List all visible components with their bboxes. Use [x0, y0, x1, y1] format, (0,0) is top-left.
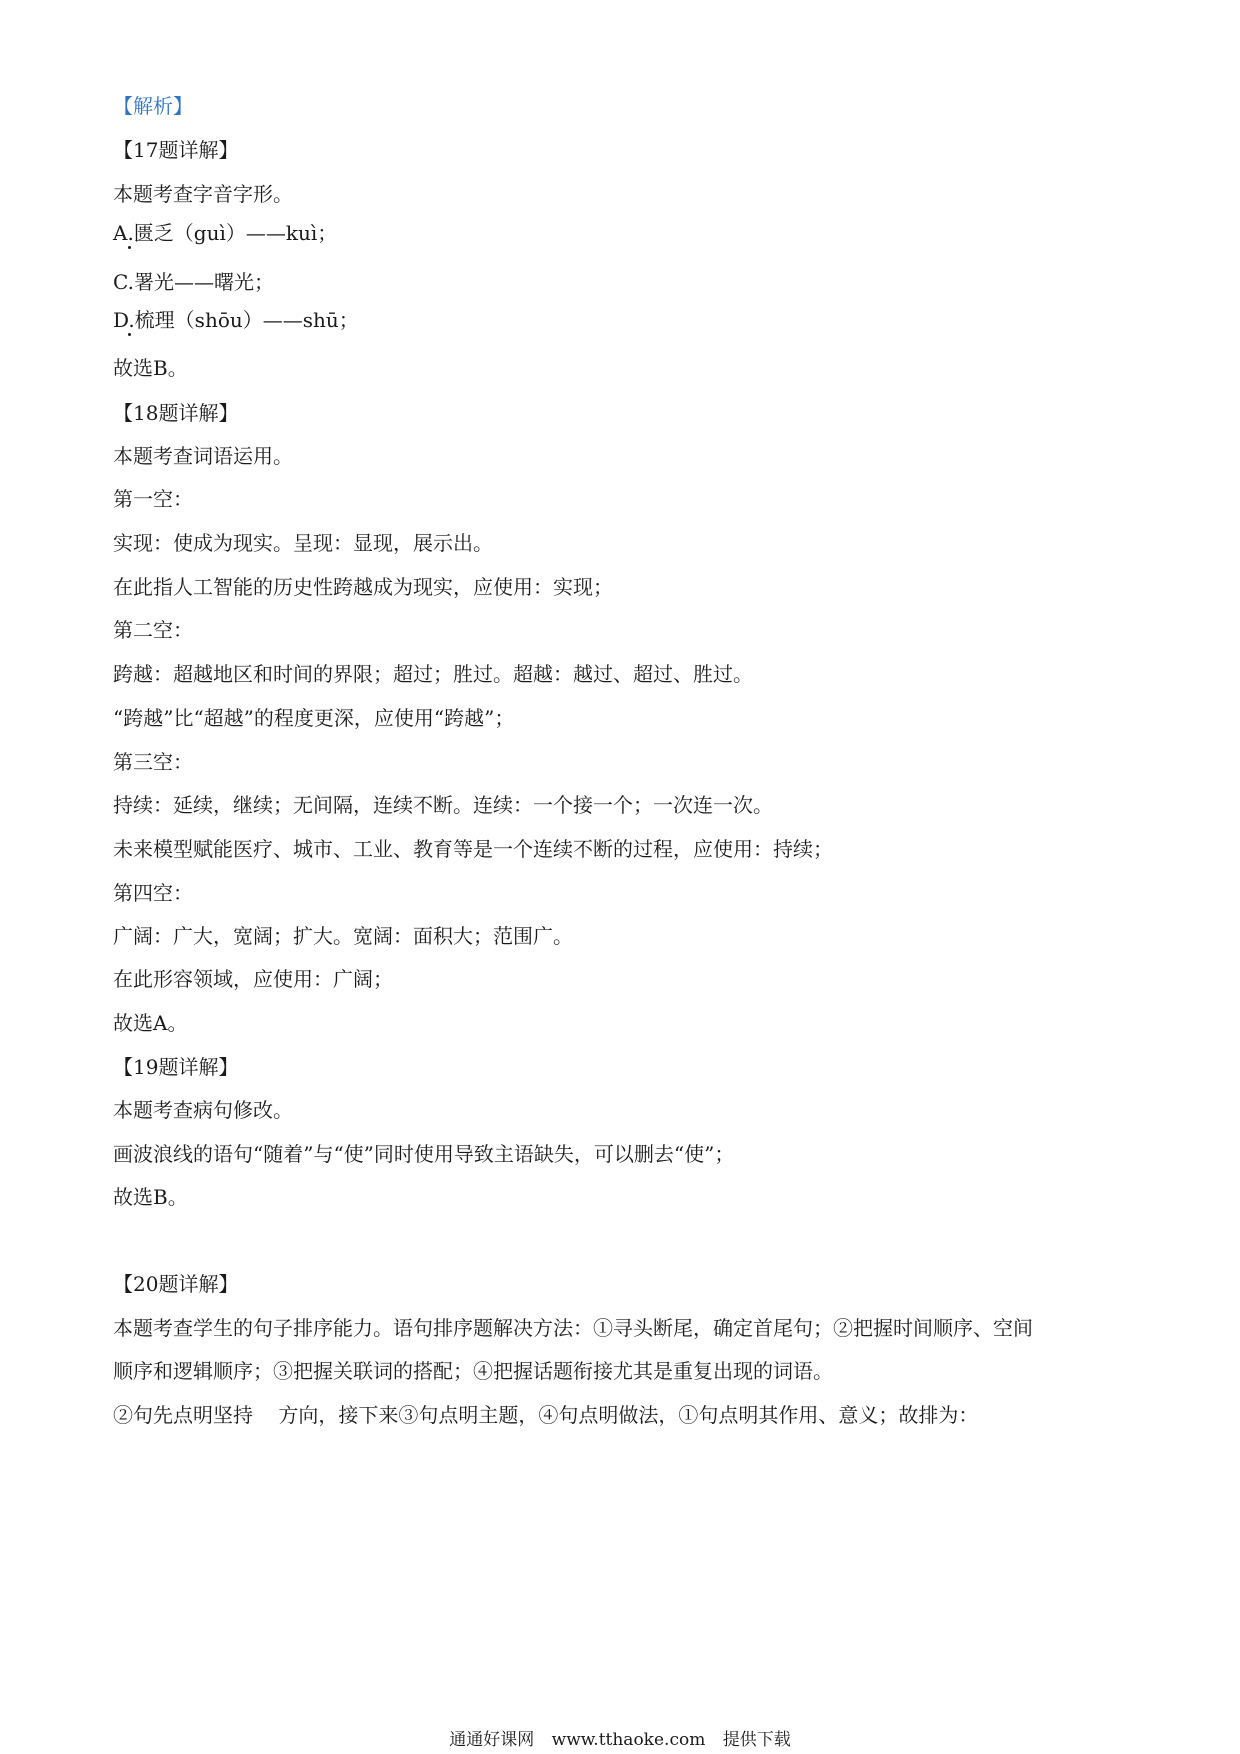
q17-title: 【17题详解】	[113, 138, 239, 162]
emphasis-dot	[128, 333, 131, 336]
q18-blank2-label: 第二空：	[113, 618, 193, 642]
q20-analysis: ②句先点明坚持 方向，接下来③句点明主题，④句点明做法，①句点明其作用、意义；故排为：	[113, 1403, 979, 1427]
q18-blank3-definition: 持续：延续，继续；无间隔，连续不断。连续：一个接一个；一次连一次。	[113, 793, 773, 817]
q18-blank2-definition: 跨越：超越地区和时间的界限；超过；胜过。超越：越过、超过、胜过。	[113, 662, 753, 686]
q17-intro: 本题考查字音字形。	[113, 182, 293, 206]
q19-intro: 本题考查病句修改。	[113, 1098, 293, 1122]
analysis-heading: 【解析】	[113, 94, 193, 118]
q20-title: 【20题详解】	[113, 1272, 239, 1296]
q19-analysis: 画波浪线的语句“随着”与“使”同时使用导致主语缺失，可以删去“使”；	[113, 1142, 735, 1166]
q17-option-a: A.匮乏（guì）——kuì；	[113, 221, 338, 245]
q17-conclusion: 故选B。	[113, 356, 188, 380]
q17-option-d: D.梳理（shōu）——shū；	[113, 308, 359, 332]
q18-blank3-usage: 未来模型赋能医疗、城市、工业、教育等是一个连续不断的过程，应使用：持续；	[113, 837, 833, 861]
q18-blank4-usage: 在此形容领域，应使用：广阔；	[113, 967, 393, 991]
q18-blank1-usage: 在此指人工智能的历史性跨越成为现实，应使用：实现；	[113, 575, 613, 599]
q20-intro-line1: 本题考查学生的句子排序能力。语句排序题解决方法：①寻头断尾，确定首尾句；②把握时间顺序、空间	[113, 1316, 1033, 1340]
q18-title: 【18题详解】	[113, 401, 239, 425]
q18-blank4-definition: 广阔：广大，宽阔；扩大。宽阔：面积大；范围广。	[113, 924, 573, 948]
q17-option-c: C.署光——曙光；	[113, 270, 274, 294]
q18-conclusion: 故选A。	[113, 1011, 188, 1035]
q18-intro: 本题考查词语运用。	[113, 444, 293, 468]
q18-blank4-label: 第四空：	[113, 881, 193, 905]
q19-title: 【19题详解】	[113, 1055, 239, 1079]
q18-blank1-definition: 实现：使成为现实。呈现：显现，展示出。	[113, 531, 493, 555]
q18-blank2-usage: “跨越”比“超越”的程度更深，应使用“跨越”；	[113, 706, 515, 730]
emphasis-dot	[128, 246, 131, 249]
footer-url[interactable]: www.tthaoke.com	[551, 1730, 706, 1750]
footer-site-name: 通通好课网	[449, 1730, 535, 1750]
q18-blank3-label: 第三空：	[113, 750, 193, 774]
page-footer	[0, 1729, 1240, 1751]
footer-note: 提供下载	[722, 1730, 791, 1750]
q18-blank1-label: 第一空：	[113, 487, 193, 511]
q19-conclusion: 故选B。	[113, 1185, 188, 1209]
q20-intro-line2: 顺序和逻辑顺序；③把握关联词的搭配；④把握话题衔接尤其是重复出现的词语。	[113, 1359, 833, 1383]
